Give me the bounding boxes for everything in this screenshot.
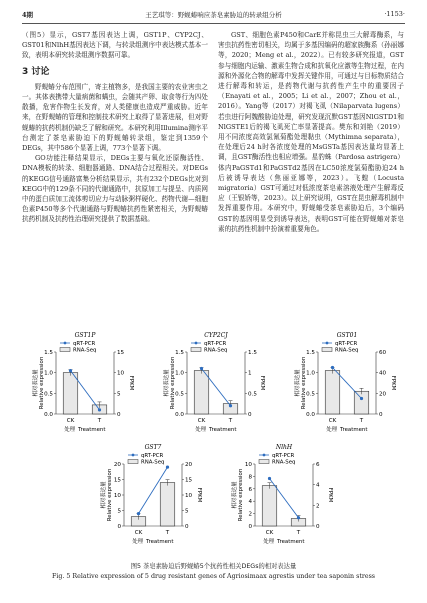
chart-svg [221, 442, 341, 554]
legend-label-rnaseq: RNA-Seq [204, 347, 228, 354]
x-label-cn: 处理 [132, 539, 143, 545]
y2-tick-label: 15 [185, 477, 193, 484]
figure-caption-cn: 图5 茶皂素胁迫后野蚬蝽5个抗药性相关DEGs的相对表达量 [130, 563, 297, 570]
y-tick-label: 1.5 [175, 350, 184, 356]
y-tick-label: 1.0 [44, 370, 53, 377]
x-tick-label: T [359, 418, 364, 424]
line-point [229, 404, 232, 407]
legend-marker [195, 342, 198, 345]
x-tick-label: CK [197, 418, 206, 424]
y2-tick-label: 10 [185, 493, 193, 499]
y-label-en: Relative expression [39, 356, 45, 410]
line-point [137, 512, 140, 515]
line-point [98, 408, 101, 411]
chart-svg [284, 330, 404, 442]
figure-caption-en: Fig. 5 Relative expression of 5 drug resistant genes of Agriosimaax agrestis under tea saponin stress [51, 573, 376, 580]
chart-svg [90, 442, 210, 554]
paragraph: GO功能注释结果显示，DEGs主要与氧化还原酶活性、DNA模板的转录、细胞器通路、DNA结合过程相关。对DEGs的KEGG信号通路富集分析结果显示，共有232个DEGs比对到KEGG中的129条不同的代谢通路中，抗原加工与提呈、内质网中的蛋白质加工流体剪切应力与动脉粥样硬化、药物代谢—细胞色素P450等多个代谢通路与野蚬蝽抗药性紧密相关，为野蚬蝽抗药机制及抗药性治理研究提供了数据基础。 [22, 154, 208, 224]
figure-5 [22, 330, 405, 560]
chart-panel-cyp2cj [153, 330, 273, 442]
x-label-en: Treatment [340, 427, 368, 433]
bar-t [354, 391, 369, 414]
paragraph: （图5）显示，GST7基因表达上调，GST1P、CYP2CJ、GST01和NlhH基因表达下调，与转录组测序中表达模式基本一致，表明本研究转录组测序数据可靠。 [22, 31, 208, 60]
x-tick-label: CK [265, 530, 274, 536]
y2-tick-label: 20 [185, 462, 193, 468]
left-column [22, 30, 208, 225]
y2-tick-label: 4 [316, 482, 320, 489]
x-label-en: Treatment [78, 427, 106, 433]
legend-bar-swatch [322, 348, 332, 352]
paragraph: 野蚬蝽分布范围广，寄主植物多，是我国主要的农业害虫之一。其体表携带大量病菌和螨虫，会随其产卵、取食等行为四处散播，危害作物生长发育，对人类健康也造成严重威胁。近年来，在野蚬蝽的管理和控制技术研究上取得了显著进展，但对野蚬蝽的抗药机制仍缺乏了解和研究。本研究利用Illumina测序平台测定了茶皂素胁迫下的野蚬蝽转录组，鉴定到1359个DEGs，其中586个显著上调，773个显著下调。 [22, 82, 208, 153]
y-tick-label: 15 [113, 477, 121, 484]
header-rule [22, 23, 405, 24]
bar-ck [63, 373, 78, 414]
legend-label-qpcr: qRT-PCR [141, 453, 164, 459]
y2-tick-label: 5 [185, 508, 189, 515]
y-tick-label: 0.0 [44, 412, 53, 418]
y-tick-label: 5 [117, 508, 121, 515]
chart-panel-gst01 [284, 330, 404, 442]
x-tick-label: CK [328, 418, 337, 424]
right-column [218, 30, 404, 234]
y-tick-label: 1.5 [44, 350, 53, 356]
y-label-cn: 相对表达量 [33, 369, 39, 397]
y-label-en: Relative expression [301, 356, 307, 410]
x-tick-label: CK [66, 418, 75, 424]
y-tick-label: 20 [113, 462, 121, 468]
chart-panel-gst7 [90, 442, 210, 554]
x-label-cn: 处理 [263, 539, 274, 545]
y-tick-label: 6 [248, 486, 252, 493]
y2-tick-label: 6 [316, 462, 320, 468]
y-label-cn: 相对表达量 [164, 369, 170, 397]
line-point [200, 367, 203, 370]
running-title: 王艺琪等：野蚬蝽响应茶皂素胁迫的转录组分析 [145, 11, 282, 19]
x-label-en: Treatment [209, 427, 237, 433]
x-label-cn: 处理 [195, 427, 206, 433]
chart-title: NlhH [275, 444, 293, 451]
legend-label-rnaseq: RNA-Seq [73, 347, 97, 354]
y2-tick-label: 60 [379, 350, 387, 356]
y-tick-label: 10 [244, 462, 252, 468]
y-tick-label: 0.0 [306, 412, 315, 418]
legend-bar-swatch [191, 348, 201, 352]
y2-label: FPKM [390, 375, 396, 391]
page-number: ·1153· [384, 10, 405, 18]
y2-tick-label: 1 [248, 370, 252, 377]
x-tick-label: T [165, 530, 170, 536]
y-tick-label: 10 [113, 493, 121, 499]
y2-tick-label: 0.5 [248, 391, 257, 398]
x-label-cn: 处理 [326, 427, 337, 433]
chart-panel-gst1p [22, 330, 142, 442]
y2-tick-label: 0 [185, 524, 189, 530]
x-tick-label: T [228, 418, 233, 424]
y2-tick-label: 1.5 [248, 350, 257, 356]
legend-marker [326, 342, 329, 345]
bar-ck [194, 371, 209, 414]
y2-tick-label: 2 [316, 503, 320, 510]
y-label-cn: 相对表达量 [232, 481, 238, 509]
y-tick-label: 0 [248, 524, 252, 530]
bar-ck [262, 486, 277, 526]
chart-svg [22, 330, 142, 442]
legend-bar-swatch [259, 460, 269, 464]
y-tick-label: 0.5 [175, 391, 184, 398]
legend-label-rnaseq: RNA-Seq [141, 459, 165, 466]
y-tick-label: 8 [248, 474, 252, 481]
bar-t [160, 483, 175, 526]
y2-tick-label: 0 [379, 412, 383, 418]
y2-tick-label: 40 [379, 370, 387, 377]
chart-title: GST01 [336, 332, 358, 339]
chart-title: GST1P [74, 332, 96, 339]
y2-tick-label: 20 [379, 391, 387, 398]
x-label-cn: 处理 [64, 427, 75, 433]
chart-legend [128, 453, 164, 466]
x-tick-label: T [97, 418, 102, 424]
y-tick-label: 1.5 [306, 350, 315, 356]
y-label-en: Relative expression [238, 468, 244, 522]
line-point [331, 366, 334, 369]
line-point [360, 397, 363, 400]
y-tick-label: 1.0 [306, 370, 315, 377]
line-point [297, 516, 300, 519]
y2-label: FPKM [259, 375, 265, 391]
y2-tick-label: 5 [117, 391, 121, 398]
chart-title: CYP2CJ [204, 332, 228, 339]
y-tick-label: 0 [117, 524, 121, 530]
chart-panel-nlhh [221, 442, 341, 554]
x-label-en: Treatment [277, 539, 305, 545]
y-label-cn: 相对表达量 [101, 481, 107, 509]
chart-title: GST7 [144, 444, 162, 451]
legend-marker [132, 454, 135, 457]
y2-tick-label: 0 [117, 412, 121, 418]
y-tick-label: 0.5 [306, 391, 315, 398]
y2-tick-label: 15 [117, 350, 125, 356]
legend-label-qpcr: qRT-PCR [272, 453, 295, 459]
y-tick-label: 0.5 [44, 391, 53, 398]
y2-label: FPKM [128, 375, 134, 391]
y-tick-label: 0.0 [175, 412, 184, 418]
y-tick-label: 2 [248, 511, 252, 518]
legend-label-rnaseq: RNA-Seq [335, 347, 359, 354]
y-label-en: Relative expression [107, 468, 113, 522]
issue-number: 4期 [22, 11, 34, 19]
line-point [69, 369, 72, 372]
x-label-en: Treatment [146, 539, 174, 545]
y-label-en: Relative expression [170, 356, 176, 410]
legend-label-qpcr: qRT-PCR [204, 341, 227, 347]
line-point [166, 466, 169, 469]
y2-label: FPKM [327, 487, 333, 503]
legend-bar-swatch [128, 460, 138, 464]
chart-legend [322, 341, 358, 354]
chart-legend [60, 341, 96, 354]
chart-svg [153, 330, 273, 442]
y2-tick-label: 0 [316, 524, 320, 530]
paragraph: GST、细胞色素P450和CarE并称昆虫三大解毒酶系，与害虫抗药性密切相关，均属于多基因编码的超家族酶系（孙丽娜等，2020；Meng et al.，2022）。已有较多研究报道，GST参与细胞内运输、激素生物合成和抗氧化应激等生物过程，在内源和外源化合物的解毒中发挥关键作用，可通过与目标物质结合进行解毒和转运，是药物代谢与抗药性产生中的重要因子（Enayati et al.，2005；Li et al.，2007；Zhou et al.，2016）。Yang等（2017）对褐飞虱（Nilaparvata lugens）若虫进行阿魏酸胁迫处理，研究发现沉默GST基因NlGSTD1和NlGSTE1后的褐飞虱死亡率显著提高。樊东和刘艳（2019）用不同浓度高效氯氰菊酯处理黏虫（Mythimna separata），在处理后24 h时各浓度处理的MsGSTa基因表达量均显著上调，且GST酶活性也相应增强。星豹蛛（Pardosa astrigera）体内PaGSTd1和PaGSTd2基因在LC50浓度氯菊酯胁迫24 h后被诱导表达（焦丽亚娜等，2023）。飞蝗（Locusta migratoria）GST可通过对低浓度茶皂素溶液处理产生解毒反应（王银娇等，2023）。以上研究说明，GST在昆虫解毒机制中发挥重要作用。本研究中，野蚬蝽受茶皂素胁迫后，3个编码GST的基因明显受到诱导表达，表明GST可能在野蚬蝽对茶皂素的抗药性机制中扮演着重要角色。 [218, 31, 404, 233]
legend-label-qpcr: qRT-PCR [335, 341, 358, 347]
y-label-cn: 相对表达量 [295, 369, 301, 397]
legend-marker [64, 342, 67, 345]
y2-label: FPKM [196, 487, 202, 503]
line-point [268, 477, 271, 480]
chart-legend [259, 453, 295, 466]
x-tick-label: CK [134, 530, 143, 536]
y2-tick-label: 10 [117, 370, 125, 377]
section-title: 3 讨论 [22, 66, 50, 77]
y-tick-label: 4 [248, 499, 252, 506]
x-tick-label: T [296, 530, 301, 536]
chart-legend [191, 341, 227, 354]
y2-tick-label: 0 [248, 412, 252, 418]
legend-label-rnaseq: RNA-Seq [272, 459, 296, 466]
legend-bar-swatch [60, 348, 70, 352]
legend-marker [263, 454, 266, 457]
y-tick-label: 1.0 [175, 370, 184, 377]
bar-ck [325, 371, 340, 414]
legend-label-qpcr: qRT-PCR [73, 341, 96, 347]
